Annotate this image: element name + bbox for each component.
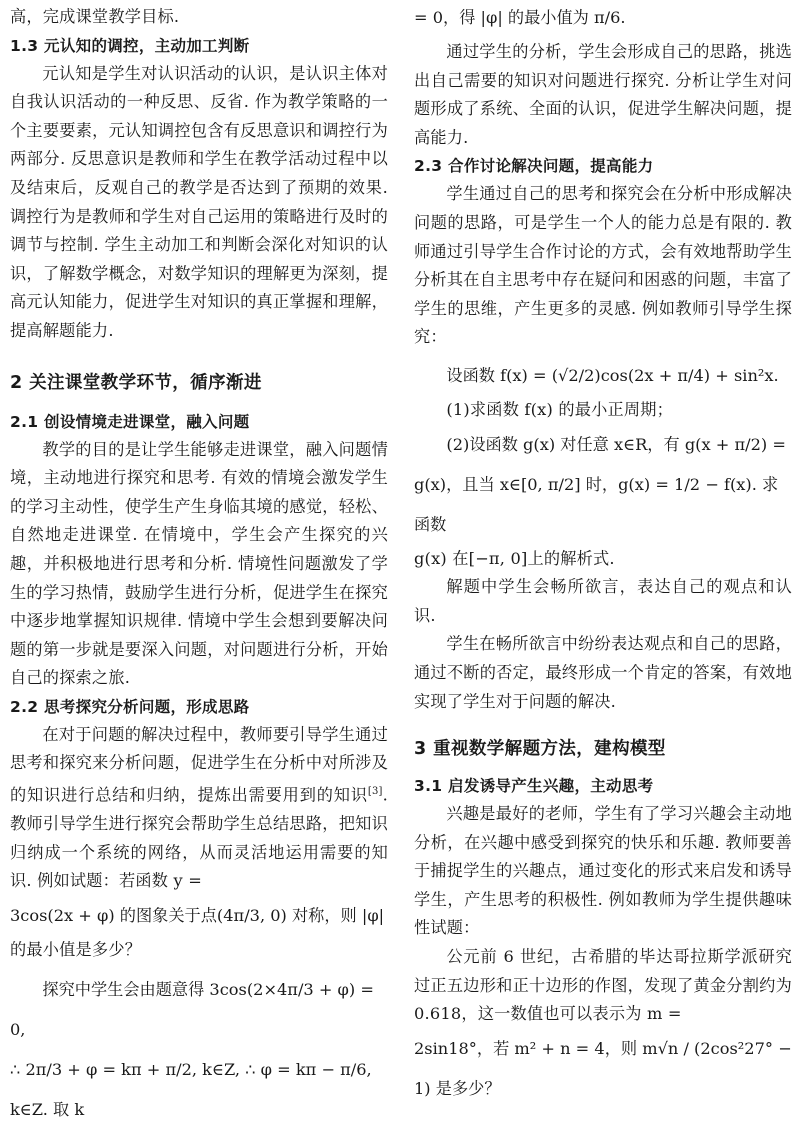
sub-question-2-end: g(x) 在[−π, 0]上的解析式. — [414, 548, 615, 568]
section-2-heading: 2 关注课堂教学环节，循序渐进 — [10, 372, 262, 393]
equation-solution — [10, 1050, 388, 1130]
equation-derivation — [10, 970, 388, 1050]
discussion-paragraph-1: 解题中学生会畅所欲言，表达自己的观点和认识. — [414, 577, 792, 625]
golden-ratio-problem: 公元前 6 世纪，古希腊的毕达哥拉斯学派研究过正五边形和正十边形的作图，发现了黄金分割约为 0.618，这一数值也可以表示为 m = — [414, 947, 792, 1024]
right-column — [414, 0, 792, 1109]
section-3-1-body: 兴趣是最好的老师，学生有了学习兴趣会主动地分析，在兴趣中感受到探究的快乐和乐趣. 教师要善于捕捉学生的兴趣点，通过变化的形式来启发和诱导学生，产生思考的积极性. 例如教师为学生提供趣味性试题： — [414, 804, 792, 938]
equation-symmetry-condition — [10, 896, 388, 936]
equation-text: 2sin18°，若 m² + n = 4，则 m√n / (2cos²27° − 1) 是多少？ — [414, 1038, 792, 1098]
golden-ratio-equation — [414, 1029, 792, 1109]
equation-text: 探究中学生会由题意得 3cos(2×4π/3 + φ) = 0, — [10, 980, 374, 1040]
section-1-3-heading: 1.3 元认知的调控，主动加工判断 — [10, 36, 250, 55]
equation-text: 设函数 f(x) = (√2/2)cos(2x + π/4) + sin²x. — [446, 365, 779, 385]
equation-text: ∴ 2π/3 + φ = kπ + π/2, k∈Z, ∴ φ = kπ − π/6, k∈Z. 取 k — [10, 1060, 372, 1120]
equation-text: = 0，得 |φ| 的最小值为 π/6. — [414, 8, 626, 27]
equation-text: (2)设函数 g(x) 对任意 x∈R，有 g(x + π/2) = — [446, 434, 786, 454]
section-2-1-heading: 2.1 创设情境走进课堂，融入问题 — [10, 412, 250, 431]
section-2-3-body: 学生通过自己的思考和探究会在分析中形成解决问题的思路，可是学生一个人的能力总是有限的. 教师通过引导学生合作讨论的方式，会有效地帮助学生分析其在自主思考中存在疑问和困惑的问题，丰富了学生的思维，产生更多的灵感. 例如教师引导学生探究： — [414, 184, 792, 347]
equation-text: g(x)，且当 x∈[0, π/2] 时，g(x) = 1/2 − f(x). 求函数 — [414, 474, 779, 534]
section-3-heading: 3 重视数学解题方法，建构模型 — [414, 739, 666, 760]
section-3-1-heading: 3.1 启发诱导产生兴趣，主动思考 — [414, 777, 654, 796]
section-2-2-text-b: . 教师引导学生进行探究会帮助学生总结思路，把知识归纳成一个系统的网络，从而灵活地运用需要的知识. 例如试题：若函数 y = — [10, 785, 388, 891]
section-2-2-heading: 2.2 思考探究分析问题，形成思路 — [10, 697, 250, 716]
discussion-paragraph-2: 学生在畅所欲言中纷纷表达观点和自己的思路，通过不断的否定，最终形成一个肯定的答案，有效地实现了学生对于问题的解决. — [414, 634, 792, 711]
equation-result — [414, 0, 792, 38]
sub-question-2-cont — [414, 465, 792, 545]
sub-question-1: (1)求函数 f(x) 的最小正周期； — [446, 399, 674, 419]
analysis-paragraph: 通过学生的分析，学生会形成自己的思路，挑选出自己需要的知识对问题进行探究. 分析让学生对问题形成了系统、全面的认识，促进学生解决问题，提高能力. — [414, 42, 792, 147]
question-line: 的最小值是多少？ — [10, 939, 142, 959]
section-2-2-text-a: 在对于问题的解决过程中，教师要引导学生通过思考和探究来分析问题，促进学生在分析中对所涉及的知识进行总结和归纳，提炼出需要用到的知识 — [10, 724, 388, 805]
equation-text: 3cos(2x + φ) 的图象关于点(4π/3, 0) 对称，则 |φ| — [10, 905, 385, 925]
function-definition — [414, 356, 792, 396]
section-1-3-body: 元认知是学生对认识活动的认识，是认识主体对自我认识活动的一种反思、反省. 作为教学策略的一个主要要素，元认知调控包含有反思意识和调控行为两部分. 反思意识是教师和学生在教学活动过程中以及结束后，反观自己的教学是否达到了预期的效果. 调控行为是教师和学生对自己运用的策略进行及时的调节与控制. 学生主动加工和判断会深化对知识的认识，了解数学概念，对数学知识的理解更为深刻，提高元认知能力，促进学生对知识的真正掌握和理解，提高解题能力. — [10, 63, 388, 340]
section-2-3-heading: 2.3 合作讨论解决问题，提高能力 — [414, 157, 654, 176]
section-2-1-body: 教学的目的是让学生能够走进课堂，融入问题情境，主动地进行探究和思考. 有效的情境会激发学生的学习主动性，使学生产生身临其境的感觉，轻松、自然地走进课堂. 在情境中，学生会产生探究的兴趣，并积极地进行思考和分析. 情境性问题激发了学生的学习热情，鼓励学生进行分析，促进学生在探究中逐步地掌握知识规律. 情境中学生会想到要解决问题的第一步就是要深入问题，对问题进行分析，开始自己的探索之旅. — [10, 439, 388, 688]
left-column — [10, 0, 388, 1130]
section-2-2-body — [10, 721, 388, 896]
sub-question-2 — [414, 425, 792, 465]
citation-3: [3] — [367, 786, 383, 798]
paragraph-continuation: 高，完成课堂教学目标. — [10, 7, 180, 26]
